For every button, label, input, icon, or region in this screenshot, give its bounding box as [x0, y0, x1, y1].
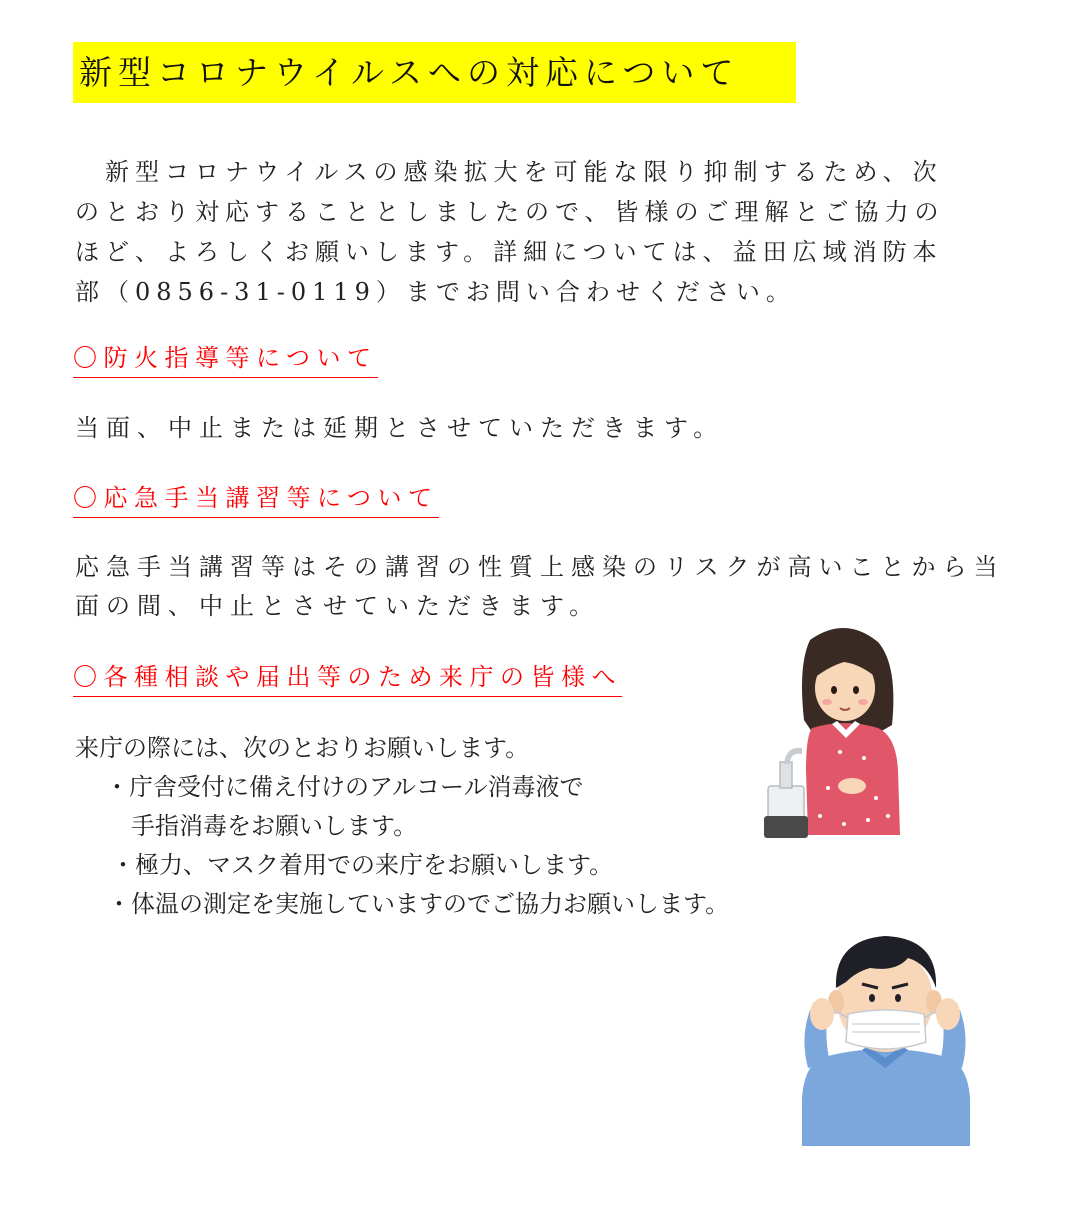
bullet-item: ・体温の測定を実施していますのでご協力お願いします。	[107, 890, 730, 918]
intro-line: のとおり対応することとしましたので、皆様のご理解とご協力の	[75, 198, 945, 226]
man-wearing-mask-illustration	[800, 928, 970, 1148]
bullet-item: ・庁舎受付に備え付けのアルコール消毒液で	[105, 773, 584, 801]
section-heading-fire-prevention: 〇防火指導等について	[73, 341, 378, 378]
section-body-fire-prevention	[75, 409, 724, 448]
section-heading-first-aid: 〇応急手当講習等について	[73, 481, 439, 518]
intro-line: ほど、よろしくお願いします。詳細については、益田広域消防本	[75, 238, 943, 266]
woman-sanitizing-hands-illustration	[760, 620, 900, 842]
bullet-item-continuation: 手指消毒をお願いします。	[131, 812, 418, 840]
section-body-visitors	[75, 729, 729, 924]
section-line: 面の間、中止とさせていただきます。	[75, 592, 601, 620]
section-body-first-aid	[75, 548, 1005, 626]
intro-paragraph	[75, 152, 1050, 312]
section-line: 当面、中止または延期とさせていただきます。	[75, 414, 725, 442]
page-title: 新型コロナウイルスへの対応について	[73, 42, 796, 103]
intro-line: 新型コロナウイルスの感染拡大を可能な限り抑制するため、次	[75, 158, 943, 186]
bullet-item: ・極力、マスク着用での来庁をお願いします。	[111, 851, 614, 879]
section-heading-visitors: 〇各種相談や届出等のため来庁の皆様へ	[73, 660, 622, 697]
section-line: 応急手当講習等はその講習の性質上感染のリスクが高いことから当	[75, 553, 1005, 581]
visitors-intro: 来庁の際には、次のとおりお願いします。	[75, 734, 530, 762]
intro-line: 部（0856-31-0119）までお問い合わせください。	[75, 278, 796, 306]
